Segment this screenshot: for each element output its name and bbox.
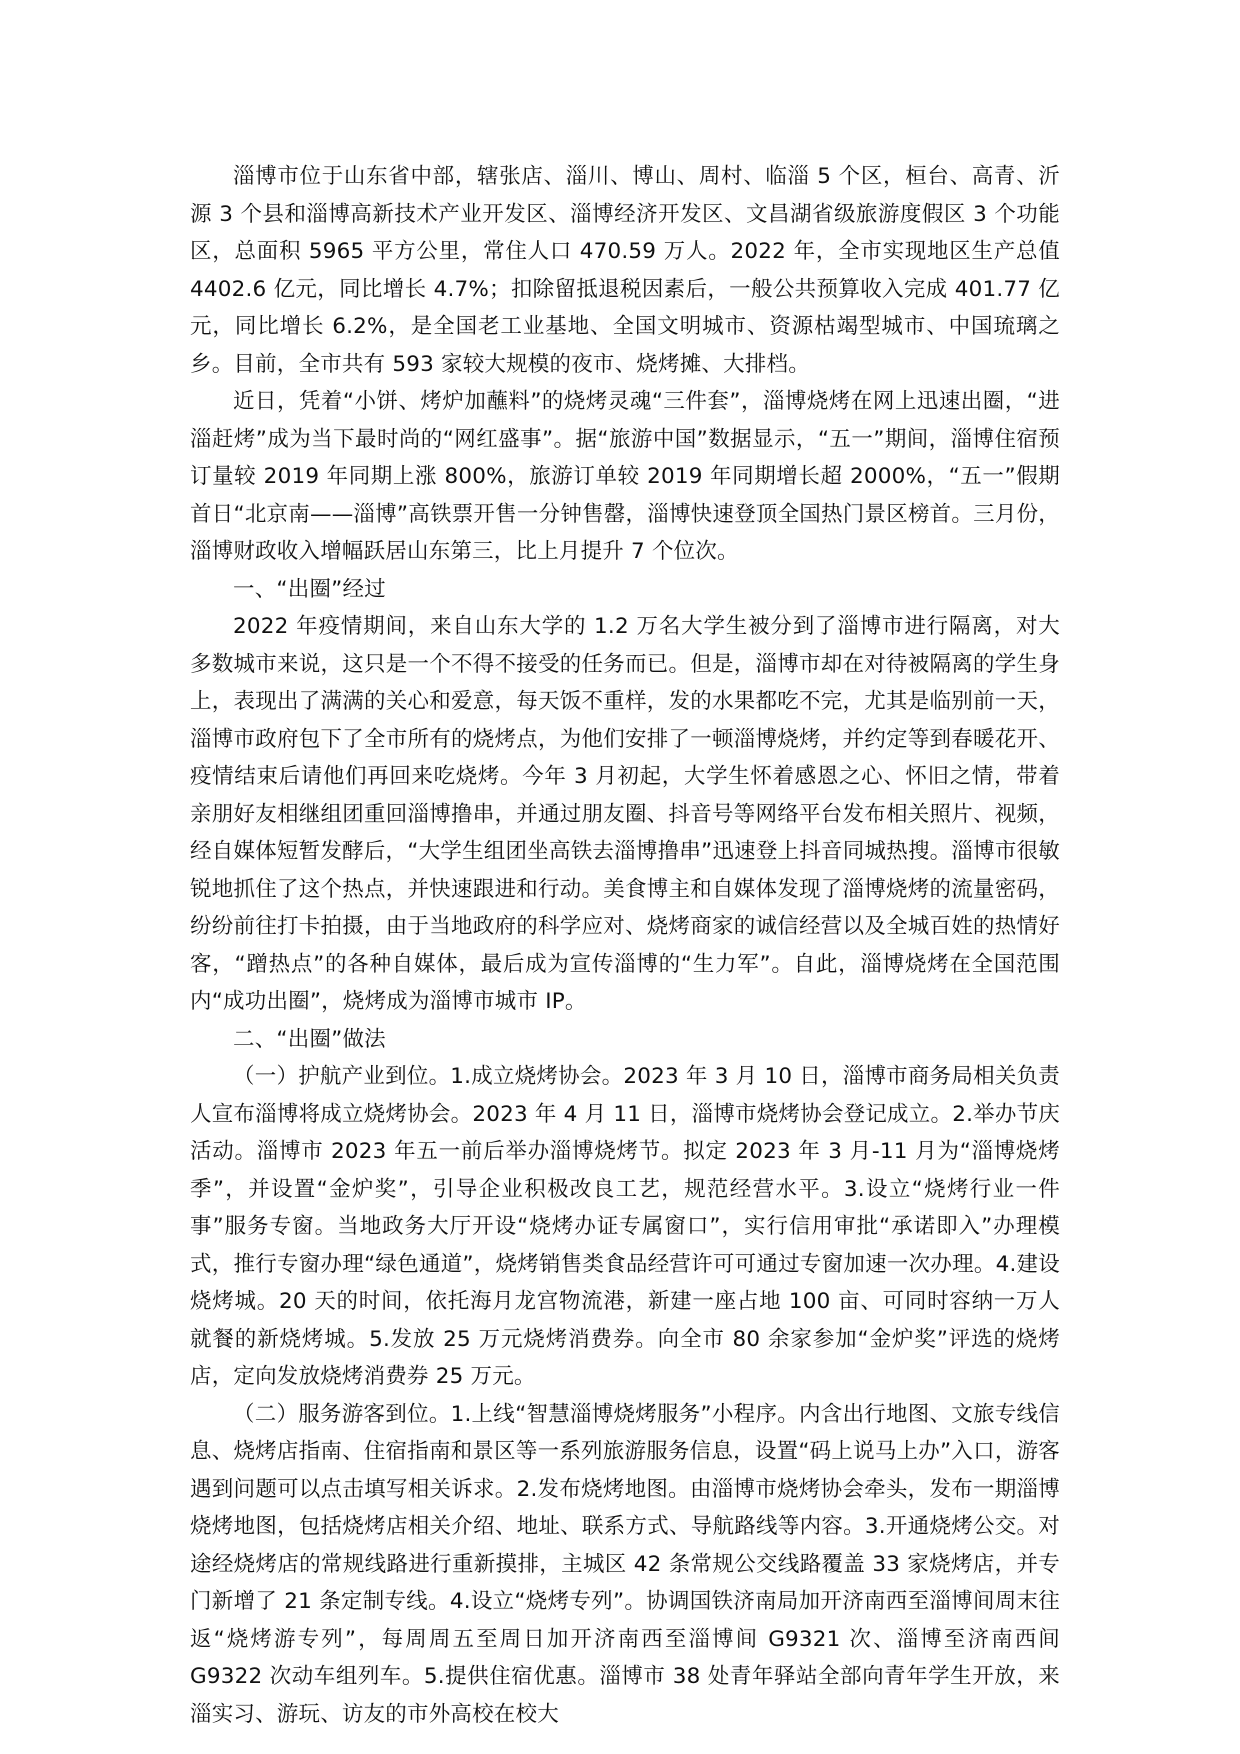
document-body — [190, 158, 1060, 1733]
section-heading-2: 二、“出圈”做法 — [233, 1026, 386, 1052]
paragraph-industry: （一）护航产业到位。1.成立烧烤协会。2023 年 3 月 10 日，淄博市商务局相关负责人宣布淄博将成立烧烤协会。2023 年 4 月 11 日，淄博市烧烤协会登记成立。2.举办节庆活动。淄博市 2023 年五一前后举办淄博烧烤节。拟定 2023 年 3 月-11 月为“淄博烧烤季”，并设置“金炉奖”，引导企业积极改良工艺，规范经营水平。3.设立“烧烤行业一件事”服务专窗。当地政务大厅开设“烧烤办证专属窗口”，实行信用审批“承诺即入”办理模式，推行专窗办理“绿色通道”，烧烤销售类食品经营许可可通过专窗加速一次办理。4.建设烧烤城。20 天的时间，依托海月龙宫物流港，新建一座占地 100 亩、可同时容纳一万人就餐的新烧烤城。5.发放 25 万元烧烤消费券。向全市 80 余家参加“金炉奖”评选的烧烤店，定向发放烧烤消费券 25 万元。 — [190, 1064, 1060, 1389]
paragraph-service: （二）服务游客到位。1.上线“智慧淄博烧烤服务”小程序。内含出行地图、文旅专线信息、烧烤店指南、住宿指南和景区等一系列旅游服务信息，设置“码上说马上办”入口，游客遇到问题可以点击填写相关诉求。2.发布烧烤地图。由淄博市烧烤协会牵头，发布一期淄博烧烤地图，包括烧烤店相关介绍、地址、联系方式、导航路线等内容。3.开通烧烤公交。对途经烧烤店的常规线路进行重新摸排，主城区 42 条常规公交线路覆盖 33 家烧烤店，并专门新增了 21 条定制专线。4.设立“烧烤专列”。协调国铁济南局加开济南西至淄博间周末往返“烧烤游专列”，每周周五至周日加开济南西至淄博间 G9321 次、淄博至济南西间 G9322 次动车组列车。5.提供住宿优惠。淄博市 38 处青年驿站全部向青年学生开放，来淄实习、游玩、访友的市外高校在校大 — [190, 1401, 1060, 1727]
section-heading-1: 一、“出圈”经过 — [233, 576, 386, 602]
paragraph-overview: 淄博市位于山东省中部，辖张店、淄川、博山、周村、临淄 5 个区，桓台、高青、沂源 3 个县和淄博高新技术产业开发区、淄博经济开发区、文昌湖省级旅游度假区 3 个功能区，总面积 5965 平方公里，常住人口 470.59 万人。2022 年，全市实现地区生产总值 4402.6 亿元，同比增长 4.7%；扣除留抵退税因素后，一般公共预算收入完成 401.77 亿元，同比增长 6.2%，是全国老工业基地、全国文明城市、资源枯竭型城市、中国琉璃之乡。目前，全市共有 593 家较大规模的夜市、烧烤摊、大排档。 — [190, 164, 1060, 377]
paragraph-recent: 近日，凭着“小饼、烤炉加蘸料”的烧烤灵魂“三件套”，淄博烧烤在网上迅速出圈，“进淄赶烤”成为当下最时尚的“网红盛事”。据“旅游中国”数据显示，“五一”期间，淄博住宿预订量较 2019 年同期上涨 800%，旅游订单较 2019 年同期增长超 2000%，“五一”假期首日“北京南——淄博”高铁票开售一分钟售罄，淄博快速登顶全国热门景区榜首。三月份，淄博财政收入增幅跃居山东第三，比上月提升 7 个位次。 — [190, 389, 1060, 564]
paragraph-process: 2022 年疫情期间，来自山东大学的 1.2 万名大学生被分到了淄博市进行隔离，对大多数城市来说，这只是一个不得不接受的任务而已。但是，淄博市却在对待被隔离的学生身上，表现出了满满的关心和爱意，每天饭不重样，发的水果都吃不完，尤其是临别前一天，淄博市政府包下了全市所有的烧烤点，为他们安排了一顿淄博烧烤，并约定等到春暖花开、疫情结束后请他们再回来吃烧烤。今年 3 月初起，大学生怀着感恩之心、怀旧之情，带着亲朋好友相继组团重回淄博撸串，并通过朋友圈、抖音号等网络平台发布相关照片、视频，经自媒体短暂发酵后，“大学生组团坐高铁去淄博撸串”迅速登上抖音同城热搜。淄博市很敏锐地抓住了这个热点，并快速跟进和行动。美食博主和自媒体发现了淄博烧烤的流量密码，纷纷前往打卡拍摄，由于当地政府的科学应对、烧烤商家的诚信经营以及全城百姓的热情好客，“蹭热点”的各种自媒体，最后成为宣传淄博的“生力军”。自此，淄博烧烤在全国范围内“成功出圈”，烧烤成为淄博市城市 IP。 — [190, 614, 1060, 1014]
